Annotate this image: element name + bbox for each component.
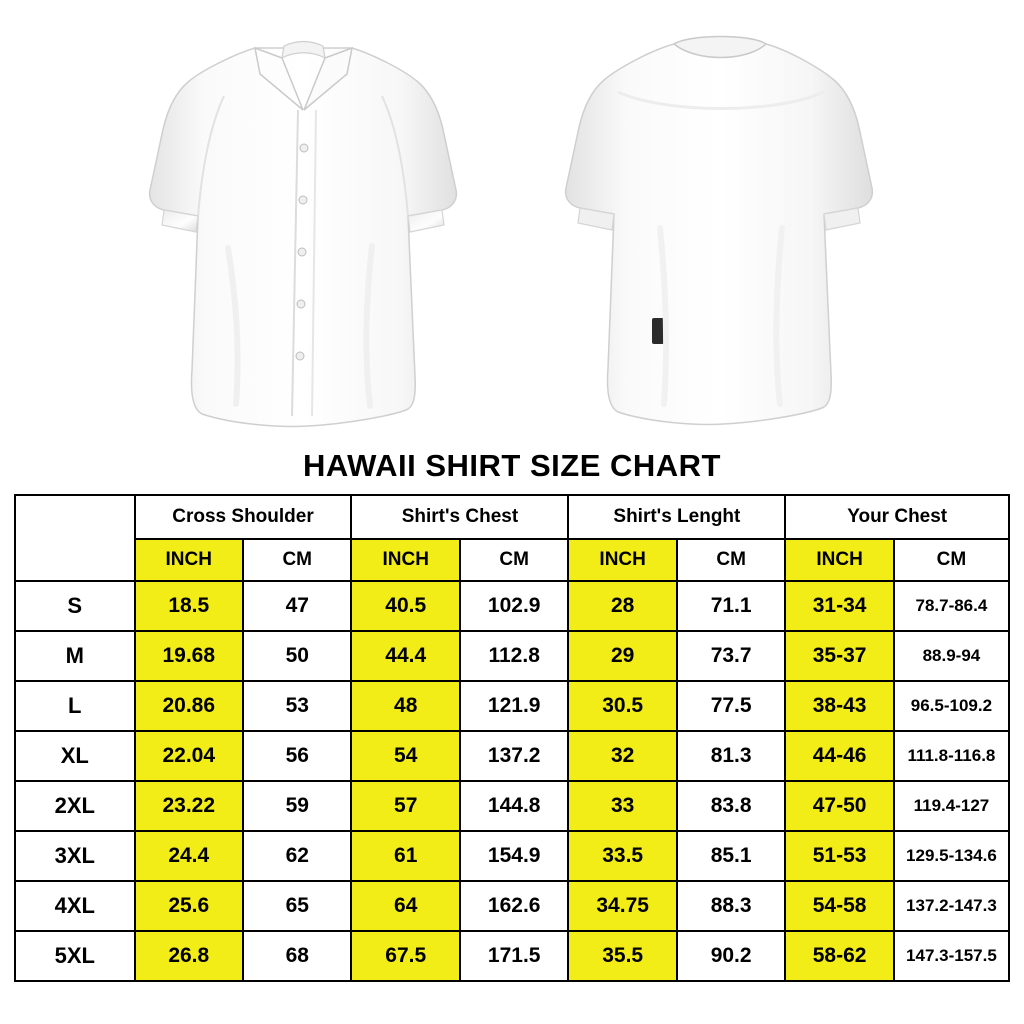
- cell-shirts-length-cm: 73.7: [677, 631, 785, 681]
- unit-shirts-length-inch: INCH: [568, 539, 676, 581]
- cell-shirts-chest-cm: 121.9: [460, 681, 568, 731]
- cell-your-chest-cm: 78.7-86.4: [894, 581, 1009, 631]
- cell-your-chest-cm: 119.4-127: [894, 781, 1009, 831]
- table-row: [15, 931, 1009, 981]
- cell-cross-shoulder-inch: 20.86: [135, 681, 243, 731]
- cell-your-chest-inch: 54-58: [785, 881, 893, 931]
- header-cross-shoulder: Cross Shoulder: [135, 495, 352, 539]
- header-size: [15, 495, 135, 581]
- header-shirts-length: Shirt's Lenght: [568, 495, 785, 539]
- table-row: [15, 881, 1009, 931]
- row-size-label: L: [15, 681, 135, 731]
- header-shirts-chest: Shirt's Chest: [351, 495, 568, 539]
- cell-shirts-length-cm: 88.3: [677, 881, 785, 931]
- cell-shirts-length-cm: 81.3: [677, 731, 785, 781]
- row-size-label: XL: [15, 731, 135, 781]
- cell-shirts-chest-inch: 61: [351, 831, 459, 881]
- cell-cross-shoulder-cm: 53: [243, 681, 351, 731]
- cell-shirts-length-inch: 30.5: [568, 681, 676, 731]
- table-row: [15, 831, 1009, 881]
- cell-shirts-chest-inch: 54: [351, 731, 459, 781]
- cell-your-chest-inch: 38-43: [785, 681, 893, 731]
- cell-cross-shoulder-inch: 18.5: [135, 581, 243, 631]
- cell-your-chest-cm: 88.9-94: [894, 631, 1009, 681]
- cell-shirts-length-cm: 83.8: [677, 781, 785, 831]
- cell-your-chest-cm: 111.8-116.8: [894, 731, 1009, 781]
- cell-shirts-chest-cm: 171.5: [460, 931, 568, 981]
- unit-your-chest-cm: CM: [894, 539, 1009, 581]
- unit-your-chest-inch: INCH: [785, 539, 893, 581]
- cell-cross-shoulder-cm: 50: [243, 631, 351, 681]
- shirt-front-image: [140, 18, 470, 428]
- cell-shirts-chest-cm: 162.6: [460, 881, 568, 931]
- row-size-label: M: [15, 631, 135, 681]
- cell-your-chest-inch: 31-34: [785, 581, 893, 631]
- cell-shirts-chest-inch: 57: [351, 781, 459, 831]
- cell-your-chest-inch: 35-37: [785, 631, 893, 681]
- cell-cross-shoulder-inch: 22.04: [135, 731, 243, 781]
- shirt-back-image: [556, 18, 886, 428]
- cell-cross-shoulder-inch: 26.8: [135, 931, 243, 981]
- row-size-label: S: [15, 581, 135, 631]
- cell-shirts-chest-cm: 102.9: [460, 581, 568, 631]
- cell-shirts-length-inch: 33.5: [568, 831, 676, 881]
- table-row: [15, 581, 1009, 631]
- cell-shirts-length-cm: 85.1: [677, 831, 785, 881]
- unit-shirts-chest-inch: INCH: [351, 539, 459, 581]
- cell-shirts-chest-inch: 40.5: [351, 581, 459, 631]
- unit-shirts-chest-cm: CM: [460, 539, 568, 581]
- size-chart-table: [14, 494, 1010, 982]
- unit-cross-shoulder-inch: INCH: [135, 539, 243, 581]
- cell-shirts-length-inch: 33: [568, 781, 676, 831]
- cell-shirts-length-inch: 35.5: [568, 931, 676, 981]
- cell-your-chest-cm: 129.5-134.6: [894, 831, 1009, 881]
- cell-shirts-chest-inch: 48: [351, 681, 459, 731]
- cell-your-chest-cm: 147.3-157.5: [894, 931, 1009, 981]
- unit-shirts-length-cm: CM: [677, 539, 785, 581]
- table-row: [15, 731, 1009, 781]
- page-title: HAWAII SHIRT SIZE CHART: [303, 448, 721, 483]
- cell-shirts-chest-inch: 44.4: [351, 631, 459, 681]
- cell-your-chest-inch: 51-53: [785, 831, 893, 881]
- cell-your-chest-inch: 58-62: [785, 931, 893, 981]
- cell-cross-shoulder-inch: 24.4: [135, 831, 243, 881]
- cell-your-chest-inch: 47-50: [785, 781, 893, 831]
- unit-cross-shoulder-cm: CM: [243, 539, 351, 581]
- cell-your-chest-inch: 44-46: [785, 731, 893, 781]
- shirt-illustrations: [0, 0, 1024, 446]
- cell-shirts-length-inch: 32: [568, 731, 676, 781]
- row-size-label: 2XL: [15, 781, 135, 831]
- cell-cross-shoulder-inch: 19.68: [135, 631, 243, 681]
- cell-shirts-chest-inch: 64: [351, 881, 459, 931]
- table-row: [15, 781, 1009, 831]
- cell-shirts-chest-inch: 67.5: [351, 931, 459, 981]
- cell-shirts-chest-cm: 154.9: [460, 831, 568, 881]
- cell-cross-shoulder-cm: 47: [243, 581, 351, 631]
- cell-shirts-chest-cm: 137.2: [460, 731, 568, 781]
- cell-cross-shoulder-cm: 62: [243, 831, 351, 881]
- row-size-label: 5XL: [15, 931, 135, 981]
- table-group-header-row: [15, 495, 1009, 539]
- header-your-chest: Your Chest: [785, 495, 1009, 539]
- table-row: [15, 631, 1009, 681]
- cell-shirts-length-inch: 28: [568, 581, 676, 631]
- cell-shirts-length-inch: 29: [568, 631, 676, 681]
- cell-shirts-length-cm: 90.2: [677, 931, 785, 981]
- table-row: [15, 681, 1009, 731]
- row-size-label: 4XL: [15, 881, 135, 931]
- table-unit-header-row: [15, 539, 1009, 581]
- row-size-label: 3XL: [15, 831, 135, 881]
- cell-your-chest-cm: 96.5-109.2: [894, 681, 1009, 731]
- cell-shirts-length-cm: 77.5: [677, 681, 785, 731]
- size-table-wrapper: [0, 494, 1024, 982]
- cell-your-chest-cm: 137.2-147.3: [894, 881, 1009, 931]
- cell-cross-shoulder-cm: 68: [243, 931, 351, 981]
- cell-cross-shoulder-inch: 25.6: [135, 881, 243, 931]
- cell-cross-shoulder-cm: 65: [243, 881, 351, 931]
- cell-cross-shoulder-inch: 23.22: [135, 781, 243, 831]
- cell-shirts-length-cm: 71.1: [677, 581, 785, 631]
- cell-cross-shoulder-cm: 59: [243, 781, 351, 831]
- cell-shirts-chest-cm: 112.8: [460, 631, 568, 681]
- cell-cross-shoulder-cm: 56: [243, 731, 351, 781]
- cell-shirts-length-inch: 34.75: [568, 881, 676, 931]
- cell-shirts-chest-cm: 144.8: [460, 781, 568, 831]
